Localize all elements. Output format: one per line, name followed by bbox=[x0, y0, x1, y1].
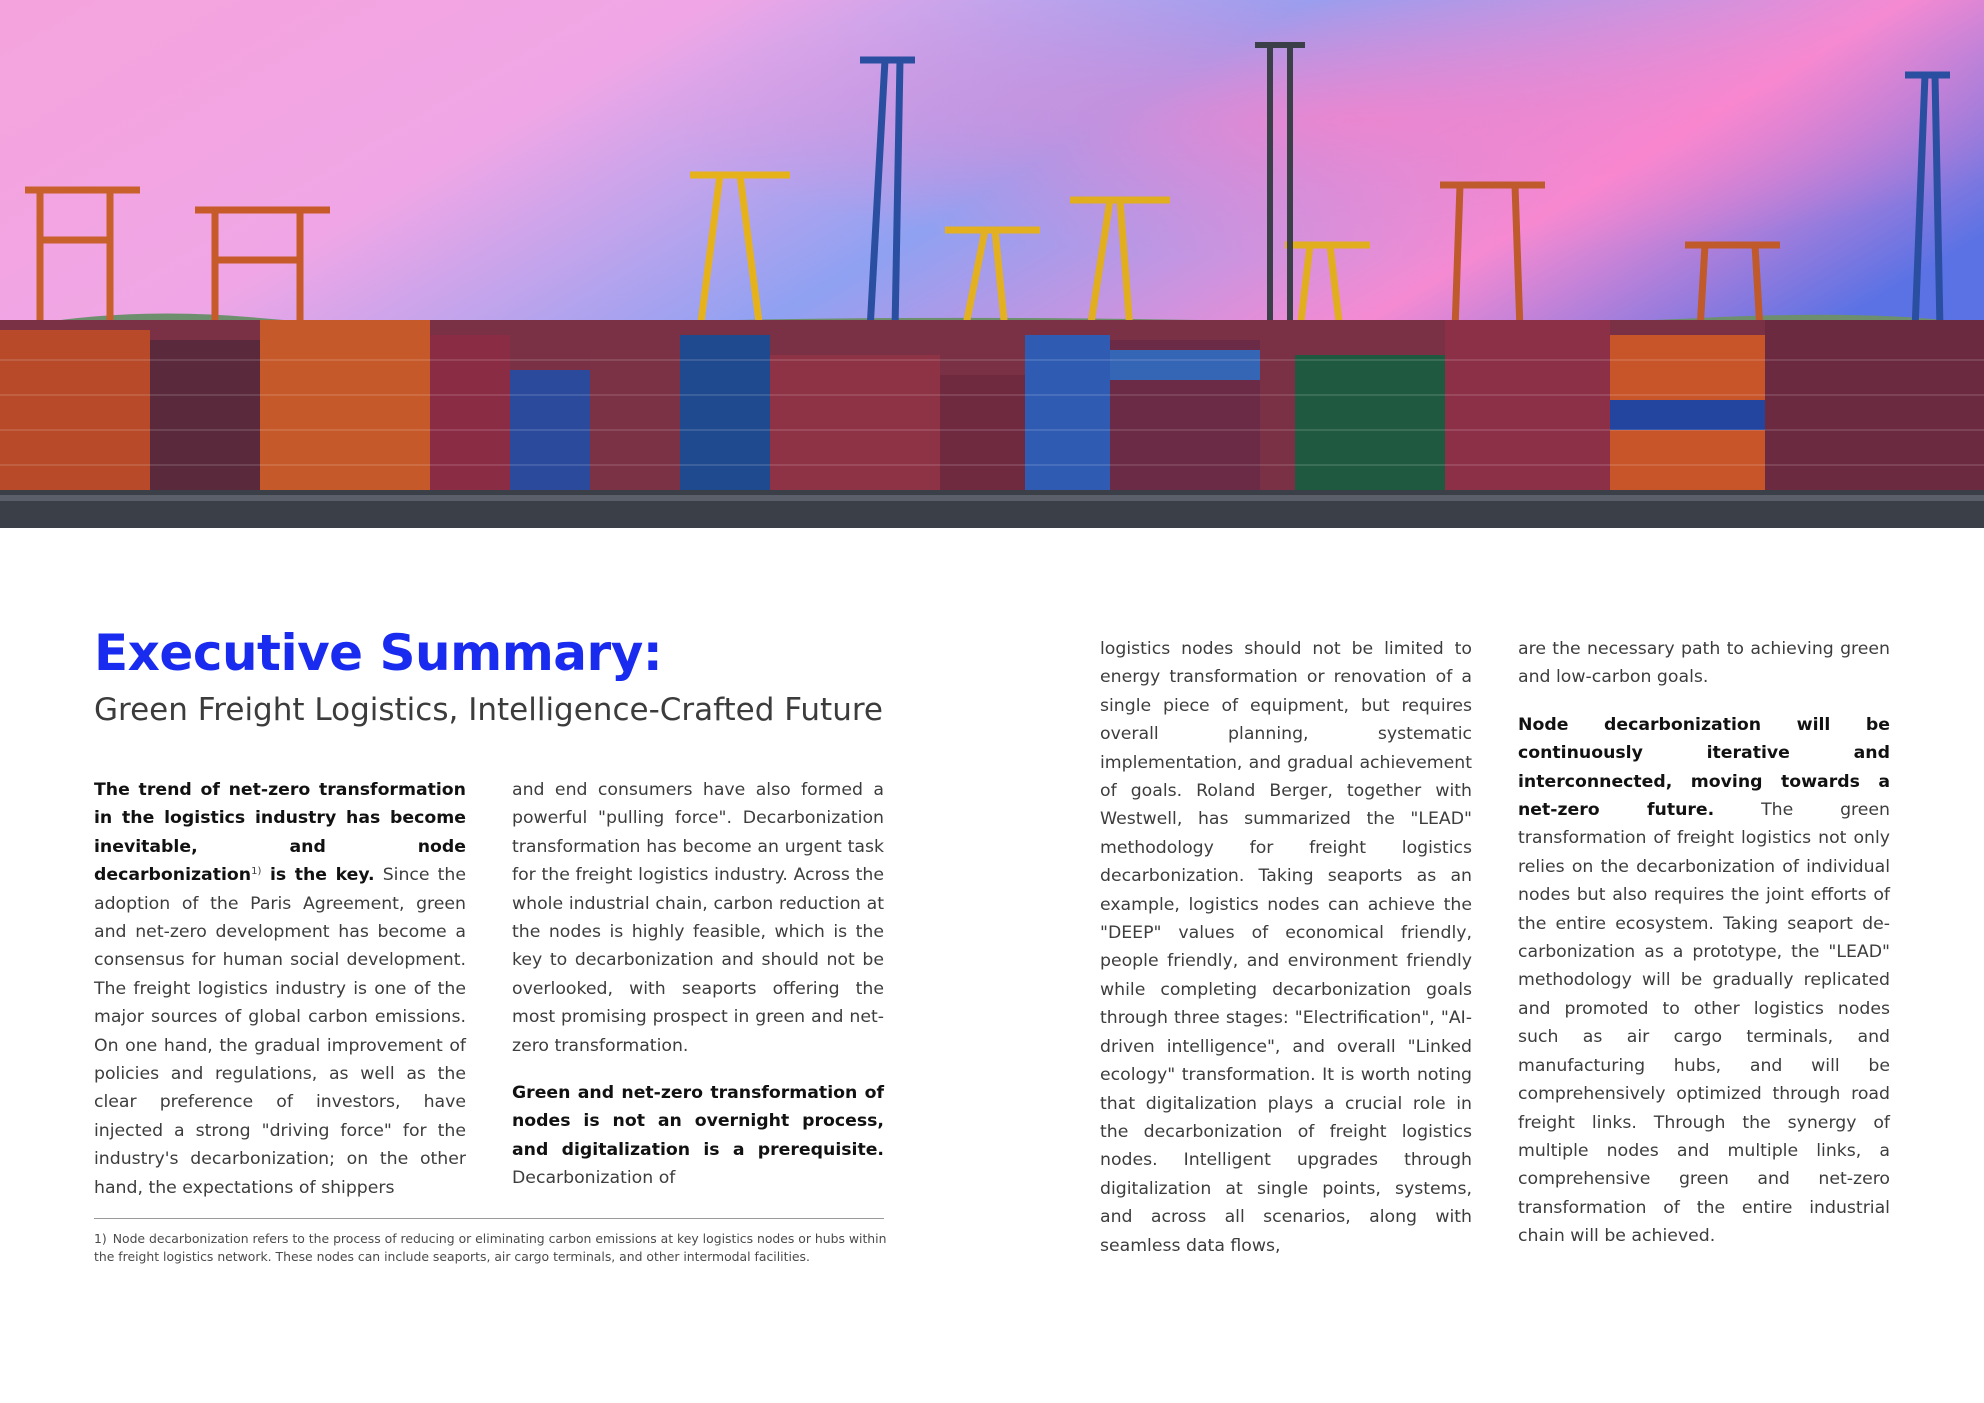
page-subtitle: Green Freight Logistics, Intelligence-Crafted Future bbox=[94, 692, 883, 728]
paragraph: are the necessary path to achieving green and low-carbon goals. bbox=[1518, 639, 1890, 688]
text-column-3 bbox=[1100, 635, 1472, 1260]
footnote bbox=[94, 1230, 894, 1265]
containers bbox=[0, 320, 1984, 495]
footnote-divider bbox=[94, 1218, 884, 1219]
bold-lead: Node decarbonization will be continuously iterative and interconnected, moving towards a net-zero future. bbox=[1518, 714, 1890, 821]
body-text: Since the adoption of the Paris Agreement, green and net-zero development has become a consensus for human social development. The freight logistics industry is one of the major sources of global carbon emissions. On one hand, the gradual improvement of policies and regulations, as well as the clear preference of investors, have injected a strong "driving force" for the industry's decarbonization; on the other hand, the expectations of shippers bbox=[94, 865, 466, 1198]
paragraph bbox=[1518, 711, 1890, 1251]
bold-lead: Green and net-zero transformation of nodes is not an overnight process, and digitalization is a prerequisite. bbox=[512, 1083, 884, 1160]
body-text: The green transformation of freight logistics not only relies on the decarbonization of individual nodes but also requires the joint efforts of the entire ecosystem. Taking seaport decarbonization as a prototype, the "LEAD" methodology will be gradually replicated and promoted to other logistics nodes such as air cargo terminals, and manufacturing hubs, and will be comprehensively optimized through road freight links. Through the synergy of multiple nodes and multiple links, a comprehensive green and net-zero transformation of the entire industrial chain will be achieved. bbox=[1518, 800, 1890, 1247]
text-column-2 bbox=[512, 776, 884, 1193]
text-column-1 bbox=[94, 776, 466, 1202]
body-text: Decarbonization of bbox=[512, 1168, 676, 1189]
bold-lead-end: is the key. bbox=[261, 865, 375, 886]
paragraph bbox=[512, 1079, 884, 1193]
bold-lead: The trend of net-zero transformation in the logistics industry has become inevitable, and node decarbonization bbox=[94, 780, 466, 886]
footnote-ref: 1) bbox=[251, 866, 262, 878]
hero-port-image bbox=[0, 0, 1984, 528]
footnote-number: 1) bbox=[94, 1231, 107, 1246]
paragraph: logistics nodes should not be limited to energy transformation or renovation of a single piece of equipment, but requires overall planning, systematic implementation, and gradual achievement of goals. Roland Berger, together with Westwell, has summarized the "LEAD" methodology for freight logistics decarbonization. Taking seaports as an example, logistics nodes can achieve the "DEEP" values of economical friendly, people friendly, and environment friendly while completing decarbonization goals through three stages: "Electrification", "AI-driven intelligence", and overall "Linked ecology" transformation. It is worth noting that digitalization plays a crucial role in the decarbonization of freight logistics nodes. Intelligent upgrades through digitalization at single points, systems, and across all scenarios, along with seamless data flows, bbox=[1100, 639, 1472, 1256]
footnote-text: Node decarbonization refers to the process of reducing or eliminating carbon emissions at key logistics nodes or hubs within the freight logistics network. These nodes can include seaports, air cargo terminals, and other intermodal facilities. bbox=[94, 1231, 887, 1264]
paragraph bbox=[94, 776, 466, 1202]
page-title: Executive Summary: bbox=[94, 624, 663, 682]
paragraph: and end consumers have also formed a powerful "pulling force". Decarbonization transformation has become an urgent task for the freight logistics industry. Across the whole industrial chain, carbon reduction at the nodes is highly feasible, which is the key to decarbonization and should not be overlooked, with seaports offering the most promising prospect in green and net-zero transformation. bbox=[512, 780, 884, 1056]
text-column-4 bbox=[1518, 635, 1890, 1251]
